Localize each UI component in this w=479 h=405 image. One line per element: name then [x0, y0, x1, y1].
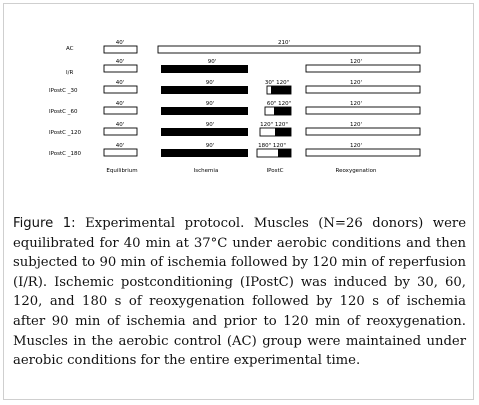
ipostc120-equilibrium-bar — [104, 128, 137, 135]
ac-equilibrium-bar — [104, 46, 137, 53]
ir-equilibrium-duration: 40' — [115, 59, 125, 65]
row-label-ipostc-180: IPostC _180 — [49, 151, 81, 157]
ir-equilibrium-bar — [104, 65, 137, 72]
ir-ischemia-bar — [161, 65, 248, 73]
phase-label-equilibrium: Equilibrium — [106, 168, 138, 174]
row-label-ipostc-120: IPostC _120 — [49, 130, 81, 136]
ac-equilibrium-duration: 40' — [115, 40, 125, 46]
row-label-ipostc-60: IPostC _60 — [49, 109, 78, 115]
figure-caption — [13, 214, 466, 371]
ipostc60-cycle-ischemia-fill — [274, 107, 291, 115]
phase-label-reoxygenation: Reoxygenation — [335, 168, 377, 174]
ipostc120-ischemia-duration: 90' — [205, 122, 215, 128]
ipostc120-cycle-duration: 120" 120" — [260, 122, 288, 128]
ipostc180-ischemia-duration: 90' — [205, 143, 215, 149]
ipostc60-reoxygenation-bar — [306, 107, 420, 114]
ipostc180-ischemia-bar — [161, 149, 248, 157]
ipostc60-cycle-duration: 60" 120" — [266, 101, 292, 107]
row-label-ac: AC — [66, 46, 74, 52]
ipostc120-equilibrium-duration: 40' — [115, 122, 125, 128]
ipostc30-ischemia-duration: 90' — [205, 80, 215, 86]
ipostc30-ischemia-bar — [161, 86, 248, 94]
ipostc30-equilibrium-bar — [104, 86, 137, 93]
ipostc120-cycle-ischemia-fill — [275, 128, 291, 136]
row-label-ipostc-30: IPostC _30 — [49, 88, 78, 94]
ipostc180-equilibrium-duration: 40' — [115, 143, 125, 149]
ipostc30-cycle-ischemia-fill — [271, 86, 291, 94]
ir-reoxygenation-bar — [306, 65, 420, 72]
ipostc60-ischemia-bar — [161, 107, 248, 115]
caption-lead: Figure 1: — [13, 216, 76, 231]
ipostc180-reoxygenation-bar — [306, 149, 420, 156]
ipostc60-reoxygenation-duration: 120' — [349, 101, 363, 107]
ipostc30-reoxygenation-bar — [306, 86, 420, 93]
ipostc60-equilibrium-duration: 40' — [115, 101, 125, 107]
ipostc30-equilibrium-duration: 40' — [115, 80, 125, 86]
phase-label-ischemia: Ischemia — [193, 168, 219, 174]
ipostc120-reoxygenation-bar — [306, 128, 420, 135]
row-label-ir: I/R — [66, 70, 74, 76]
ac-aerobic-duration: 210' — [277, 40, 291, 46]
ipostc180-cycle-duration: 180" 120" — [258, 143, 286, 149]
ac-aerobic-bar — [158, 46, 420, 53]
ipostc60-equilibrium-bar — [104, 107, 137, 114]
ipostc120-ischemia-bar — [161, 128, 248, 136]
ipostc120-reoxygenation-duration: 120' — [349, 122, 363, 128]
ipostc30-reoxygenation-duration: 120' — [349, 80, 363, 86]
ir-reoxygenation-duration: 120' — [349, 59, 363, 65]
ipostc180-equilibrium-bar — [104, 149, 137, 156]
ipostc30-cycle-duration: 30" 120" — [264, 80, 290, 86]
caption-body: Experimental protocol. Muscles (N=26 donors) were equilibrated for 40 min at 37°C under aerobic conditions and then subjected to 90 min of ischemia followed by 120 min of reperfusion (I/R). Ischemic postconditioning (IPostC) was induced by 30, 60, 120, and 180 s of reoxygenation followed by 120 s of ischemia after 90 min of ischemia and prior to 120 min of reoxygenation. Muscles in the aerobic control (AC) group were maintained under aerobic conditions for the entire experimental time. — [13, 216, 466, 369]
ir-ischemia-duration: 90' — [207, 59, 217, 65]
ipostc180-reoxygenation-duration: 120' — [349, 143, 363, 149]
ipostc60-ischemia-duration: 90' — [205, 101, 215, 107]
ipostc180-cycle-ischemia-fill — [278, 149, 291, 157]
phase-label-ipostc: IPostC — [266, 168, 284, 174]
